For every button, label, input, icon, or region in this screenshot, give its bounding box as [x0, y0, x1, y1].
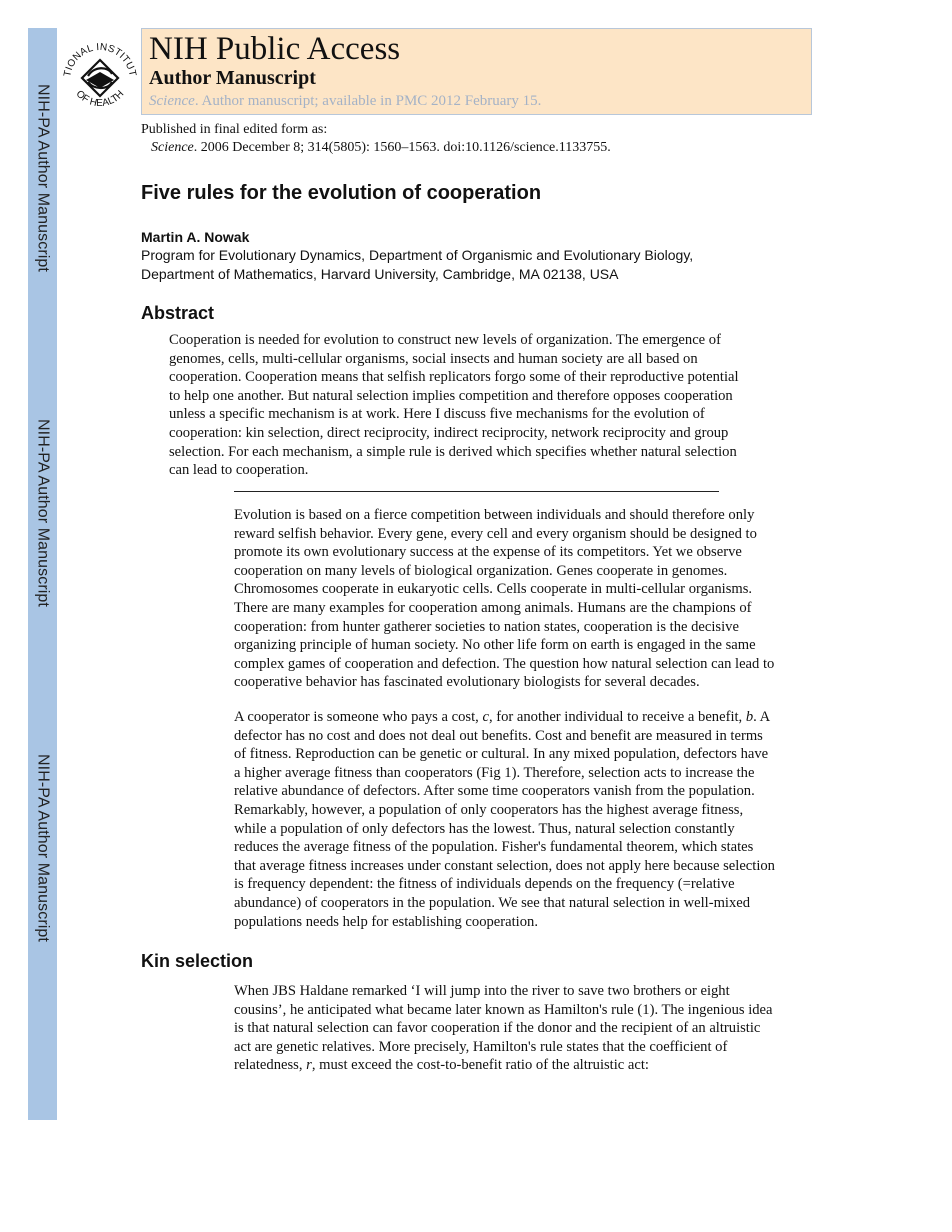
kin-selection-paragraph: When JBS Haldane remarked ‘I will jump into the river to save two brothers or eight cousins’, he anticipated what became later known as Hamilton's rule (1). The ingenious idea is that natural selection can favor cooperation if the donor and the recipient of an altruistic act are genetic relatives. More precisely, Hamilton's rule states that the coefficient of relatedness, r, must exceed the cost-to-benefit ratio of the altruistic act:	[234, 983, 773, 1074]
citation: Science. 2006 December 8; 314(5805): 1560–1563. doi:10.1126/science.1133755.	[151, 140, 611, 155]
sidebar-label: NIH-PA Author Manuscript	[34, 754, 52, 942]
svg-text:NATIONAL INSTITUTES	[58, 28, 138, 78]
sidebar-watermark	[28, 28, 57, 1120]
header-availability: Science. Author manuscript; available in PMC 2012 February 15.	[149, 93, 542, 109]
logo-bottom-text: OF HEALTH	[73, 88, 127, 110]
body-paragraph: A cooperator is someone who pays a cost, c, for another individual to receive a benefit, b. A defector has no cost and does not deal out benefits. Cost and benefit are measured in terms of fitness. Reproduction can be genetic or cultural. In any mixed population, defectors have a higher average fitness than cooperators (Fig 1). Therefore, selection acts to increase the relative abundance of defectors. After some time cooperators vanish from the population. Remarkably, however, a population of only cooperators has the highest average fitness, while a population of only defectors has the lowest. Thus, natural selection constantly reduces the average fitness of the population. Fisher's fundamental theorem, which states that average fitness increases under constant selection, does not apply here because selection is frequency dependent: the fitness of individuals depends on the frequency (=relative abundance) of cooperators in the population. We see that natural selection in well-mixed populations needs help for establishing cooperation.	[234, 709, 775, 930]
article-title: Five rules for the evolution of cooperation	[141, 182, 542, 204]
nih-logo	[58, 28, 142, 116]
abstract-heading: Abstract	[141, 303, 215, 323]
kin-selection-heading: Kin selection	[141, 951, 254, 971]
abstract-text: Cooperation is needed for evolution to construct new levels of organization. The emergence of genomes, cells, multi-cellular organisms, social insects and human society are all based on cooperation. Cooperation means that selfish replicators forgo some of their reproductive potential to help one another. But natural selection implies competition and therefore opposes cooperation unless a specific mechanism is at work. Here I discuss five mechanisms for the evolution of cooperation: kin selection, direct reciprocity, indirect reciprocity, network reciprocity and group selection. For each mechanism, a simple rule is derived which specifies whether natural selection can lead to cooperation.	[169, 332, 739, 479]
published-note: Published in final edited form as:	[141, 122, 328, 137]
section-divider	[234, 491, 719, 492]
nih-seal-icon	[58, 28, 142, 116]
svg-text:OF HEALTH	[74, 89, 127, 109]
sidebar-label: NIH-PA Author Manuscript	[34, 419, 52, 607]
logo-top-text: TIONAL INSTITUT	[62, 41, 138, 78]
header-banner	[141, 28, 812, 115]
header-subtitle: Author Manuscript	[149, 67, 316, 89]
body-paragraph: Evolution is based on a fierce competition between individuals and should therefore only reward selfish behavior. Every gene, every cell and every organism should be designed to promote its own evolutionary success at the expense of its competitors. Yet we observe cooperation on many levels of biological organization. Genes cooperate in genomes. Chromosomes cooperate in eukaryotic cells. Cells cooperate in multi-cellular organisms. There are many examples for cooperation among animals. Humans are the champions of cooperation: from hunter gatherer societies to nation states, cooperation is the decisive organizing principle of human society. No other life form on earth is engaged in the same complex games of cooperation and defection. The question how natural selection can lead to cooperative behavior has fascinated evolutionary biologists for several decades.	[234, 507, 775, 691]
sidebar-label: NIH-PA Author Manuscript	[34, 84, 52, 272]
author-affiliation: Program for Evolutionary Dynamics, Department of Organismic and Evolutionary Biology, Department of Mathematics, Harvard University, Cambridge, MA 02138, USA	[141, 247, 694, 282]
header-title: NIH Public Access	[149, 31, 401, 67]
author-name: Martin A. Nowak	[141, 229, 250, 245]
